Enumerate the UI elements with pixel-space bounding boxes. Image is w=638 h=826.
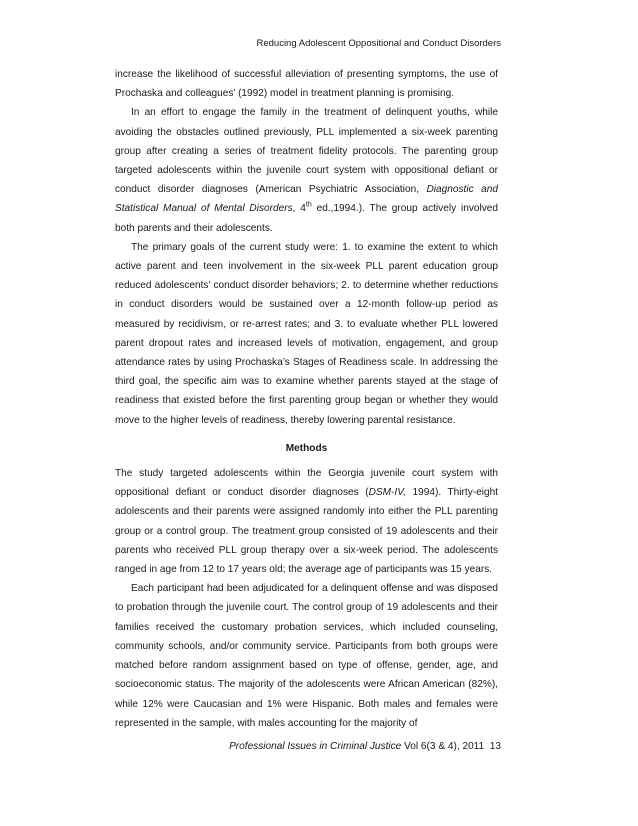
paragraph-3: The primary goals of the current study were: 1. to examine the extent to which active parent and teen involvement in the six-week PLL parent education group reduced adolescents’ conduct disorder behaviors; 2. to determine whether reductions in conduct disorders would be sustained over a 12-month follow-up period as measured by recidivism, or re-arrest rates; and 3. to evaluate whether PLL lowered parent dropout rates and increased levels of motivation, engagement, and group attendance rates by using Prochaska’s Stages of Readiness scale. In addressing the third goal, the specific aim was to examine whether parents stayed at the stage of readiness that existed before the first parenting group began or whether they would move to the higher levels of readiness, thereby lowering parental resistance. [115, 241, 498, 426]
page-footer [229, 741, 501, 752]
paragraph-4-text-a: The study targeted adolescents within the Georgia juvenile court system with oppositional defiant or conduct disorder diagnoses ( [115, 468, 498, 499]
body-text [115, 65, 498, 733]
paragraph-4 [115, 464, 498, 579]
paragraph-1: increase the likelihood of successful alleviation of presenting symptoms, the use of Prochaska and colleagues’ (1992) model in treatment planning is promising. [115, 69, 498, 100]
paragraph-5: Each participant had been adjudicated for a delinquent offense and was disposed to probation through the juvenile court. The control group of 19 adolescents and their families received the customary probation services, which included counseling, community schools, and/or community service. Participants from both groups were matched before random assignment based on type of offense, gender, age, and socioeconomic status. The majority of the adolescents were African American (82%), while 12% were Caucasian and 1% were Hispanic. Both males and females were represented in the sample, with males accounting for the majority of [115, 583, 498, 729]
dsm-iv-italic: DSM-IV, [368, 487, 406, 499]
paragraph-4-text-b: 1994). Thirty-eight adolescents and their parents were assigned randomly into either the PLL parenting group or a control group. The treatment group consisted of 19 adolescents and their parents who received PLL group therapy over a six-week period. The adolescents ranged in age from 12 to 17 years old; the average age of participants was 15 years. [115, 487, 499, 576]
section-heading-methods: Methods [285, 442, 328, 454]
journal-title: Professional Issues in Criminal Justice [229, 741, 402, 752]
page-number: 13 [489, 741, 501, 752]
running-head: Reducing Adolescent Oppositional and Conduct Disorders [256, 38, 501, 49]
paragraph-2-text-c: ed.,1994.). The group actively involved both parents and their adolescents. [115, 203, 498, 234]
dsm-title-italic: Diagnostic and Statistical Manual of Mental Disorders [115, 184, 498, 215]
paragraph-2 [115, 103, 498, 237]
paragraph-2-text-b: , 4 [292, 203, 306, 215]
edition-superscript: th [305, 202, 312, 210]
paragraph-2-text-a: In an effort to engage the family in the treatment of delinquent youths, while avoiding the obstacles outlined previously, PLL implemented a six-week parenting group after creating a series of treatment fidelity protocols. The parenting group targeted adolescents within the juvenile court system with oppositional defiant or conduct disorder diagnoses (American Psychiatric Association, [115, 107, 498, 196]
journal-volume: Vol 6(3 & 4), 2011 [401, 741, 485, 752]
